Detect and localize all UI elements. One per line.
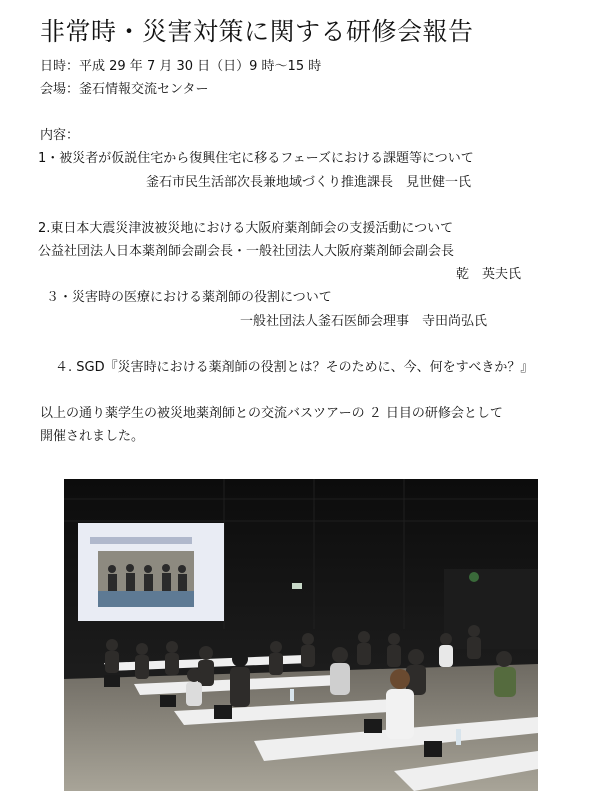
- agenda-item-3-speaker: 一般社団法人釜石医師会理事 寺田尚弘氏: [240, 314, 488, 329]
- agenda-item-4: ４. SGD『災害時における薬剤師の役割とは？そのために、今、何をすべきか？』: [55, 360, 534, 375]
- event-venue: 会場：釜石情報交流センター: [40, 82, 209, 97]
- report-title: 非常時・災害対策に関する研修会報告: [40, 17, 474, 46]
- content-label: 内容：: [40, 128, 80, 143]
- agenda-item-1-speaker: 釜石市民生活部次長兼地域づくり推進課長 見世健一氏: [146, 175, 472, 190]
- agenda-item-3: ３・災害時の医療における薬剤師の役割について: [46, 290, 332, 305]
- event-date: 日時：平成 29 年 7 月 30 日（日）9 時～15 時: [40, 59, 322, 74]
- summary-line-1: 以上の通り薬学生の被災地薬剤師との交流バスツアーの ２ 日目の研修会として: [40, 406, 503, 421]
- agenda-item-2: 2.東日本大震災津波被災地における大阪府薬剤師会の支援活動について: [38, 221, 454, 236]
- agenda-item-1: 1・被災者が仮説住宅から復興住宅に移るフェーズにおける課題等について: [38, 151, 474, 166]
- agenda-item-2-speaker: 乾 英夫氏: [456, 267, 522, 282]
- seminar-photo: [64, 479, 538, 791]
- summary-line-2: 開催されました。: [40, 429, 145, 444]
- agenda-item-2-affiliation: 公益社団法人日本薬剤師会副会長・一般社団法人大阪府薬剤師会副会長: [38, 244, 455, 259]
